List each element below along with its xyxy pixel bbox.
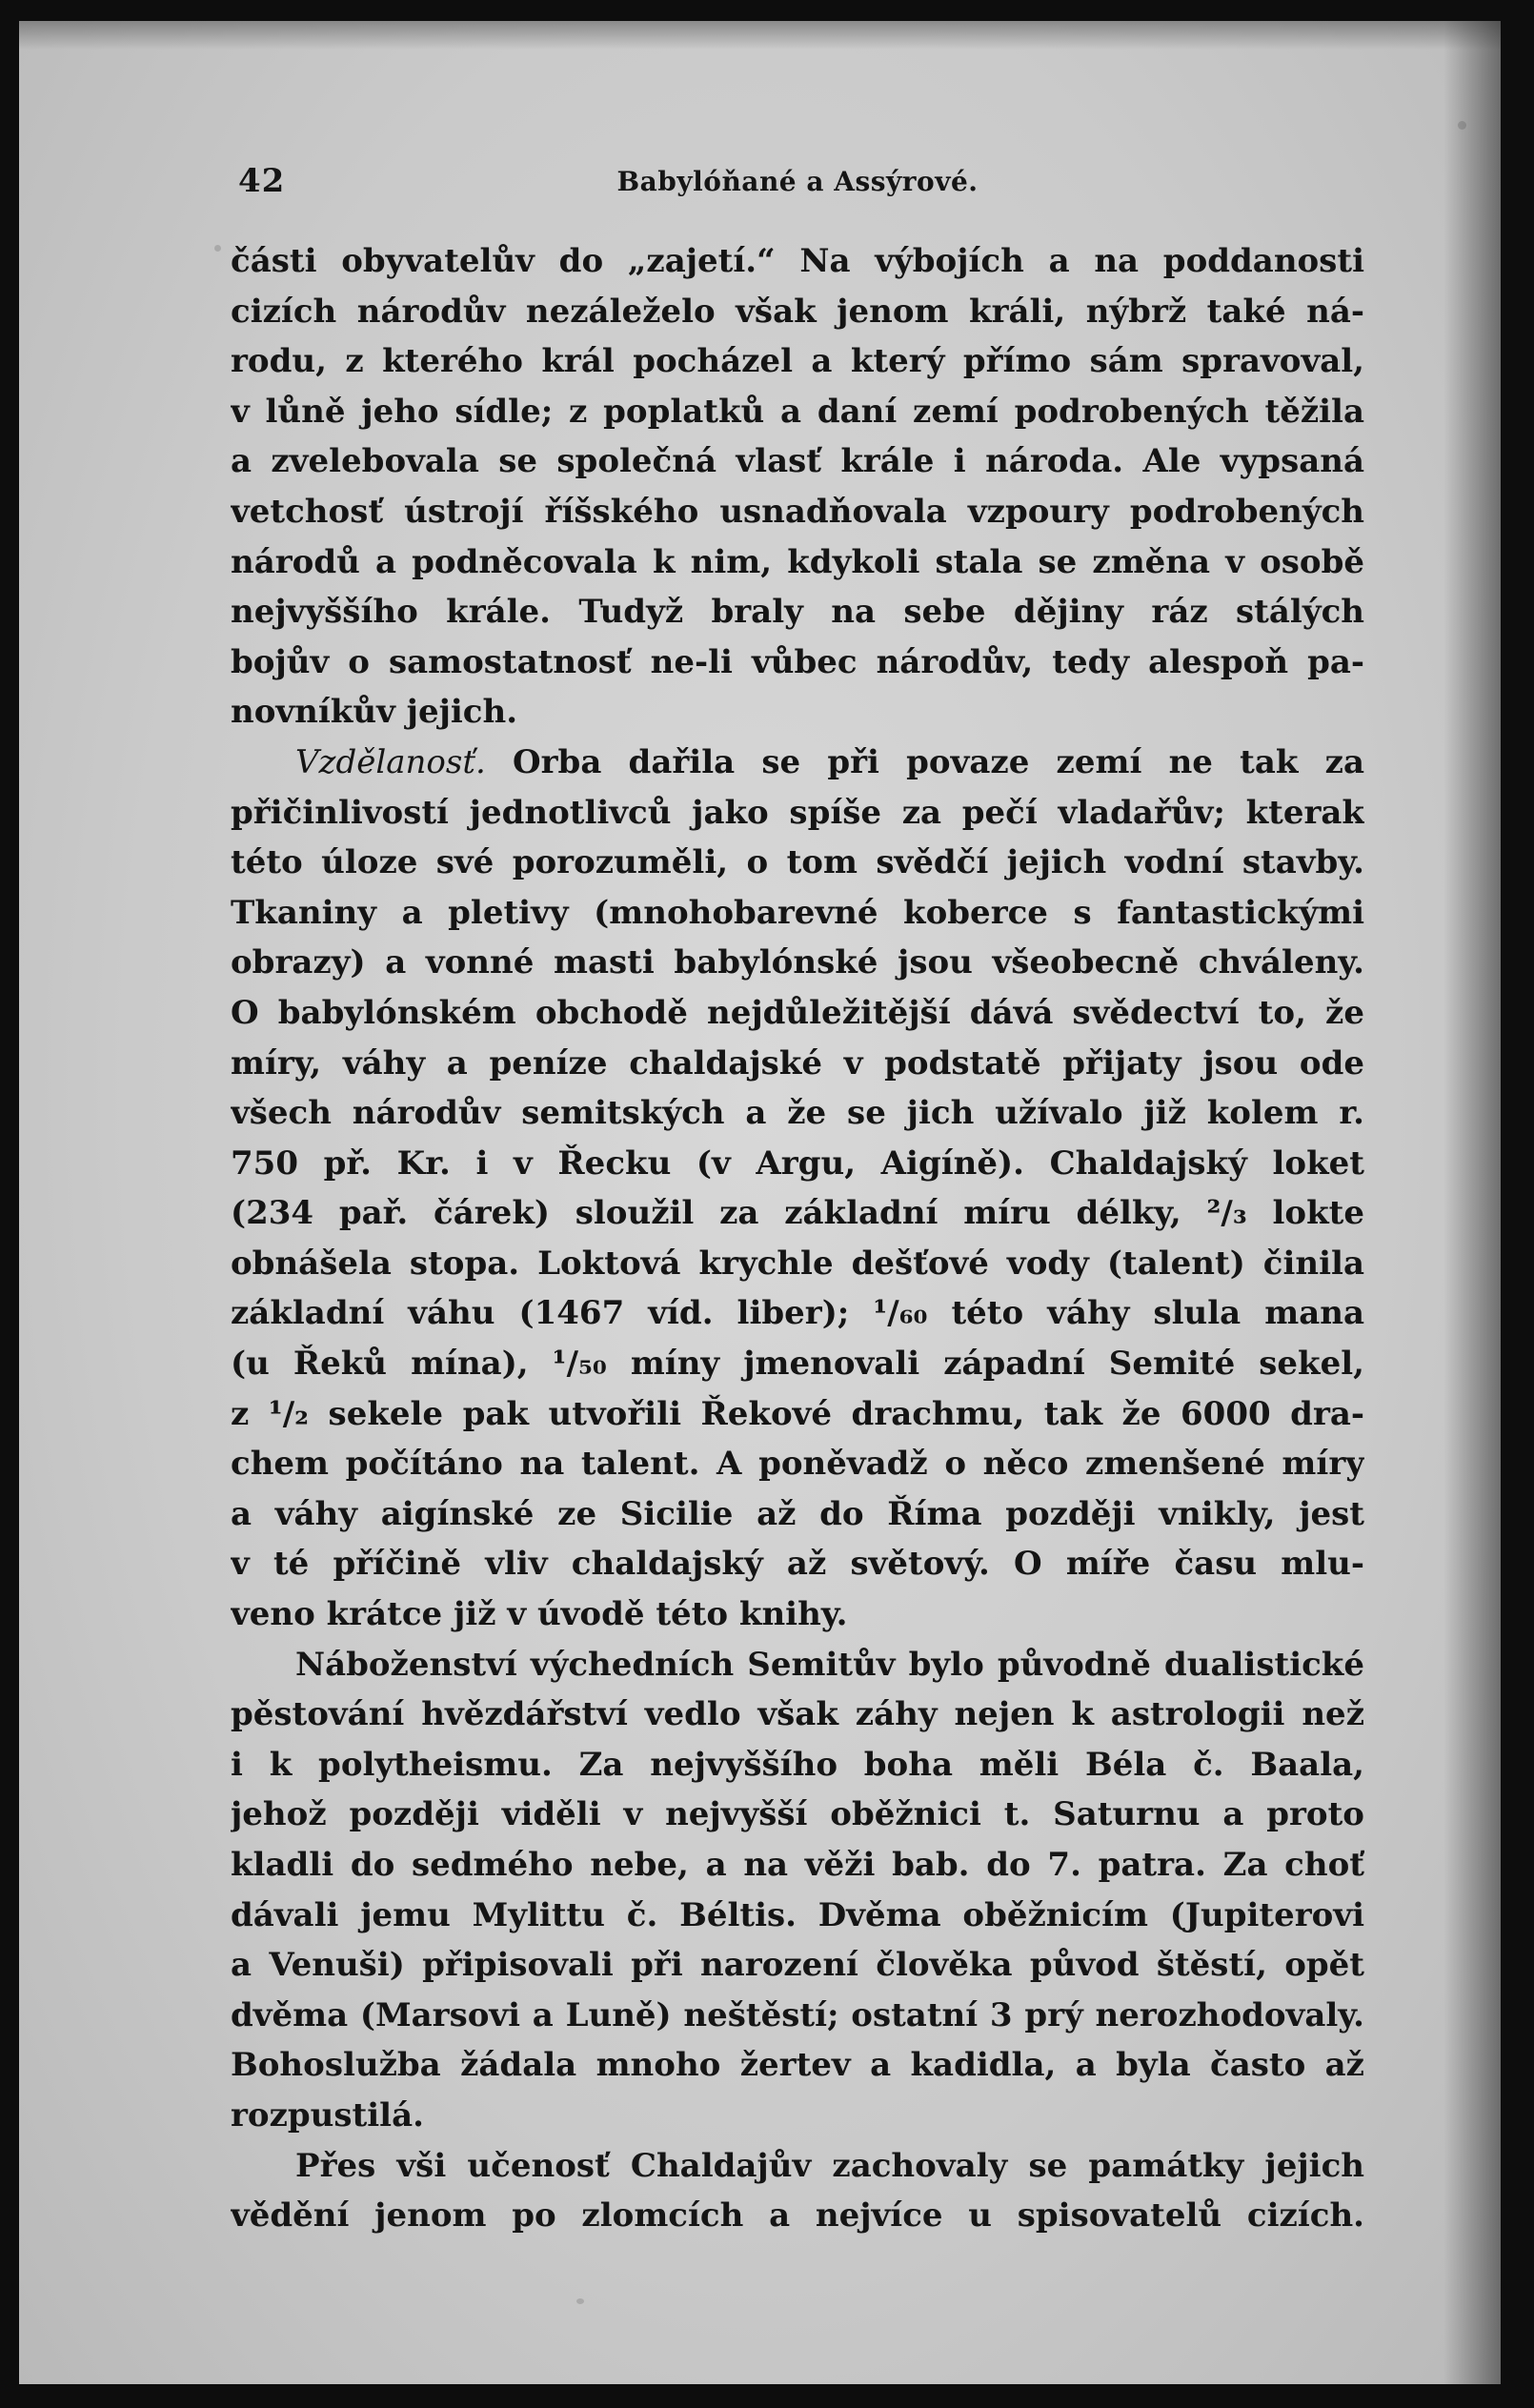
text-line: cizích národův nezáleželo však jenom králi, nýbrž také ná- (231, 292, 1364, 331)
page-text (231, 162, 1364, 2241)
section-heading-vzdelanost: Vzdělanosť. (295, 742, 486, 781)
page-number: 42 (238, 162, 286, 200)
text-line: (234 pař. čárek) sloužil za základní míru délky, ²/₃ lokte (231, 1194, 1364, 1233)
ink-speck (1458, 121, 1466, 130)
text-line: rodu, z kterého král pocházel a který přímo sám spravoval, (231, 342, 1364, 381)
text-line: pěstování hvězdářství vedlo však záhy nejen k astrologii než (231, 1695, 1364, 1734)
text-line: obrazy) a vonné masti babylónské jsou všeobecně chváleny. (231, 943, 1364, 982)
paragraph-4 (231, 2141, 1364, 2241)
text-line: Náboženství výchedních Semitův bylo původně dualistické (295, 1645, 1364, 1684)
text-line: a zvelebovala se společná vlasť krále i národa. Ale vypsaná (231, 442, 1364, 481)
ink-speck (576, 2298, 584, 2304)
text-line: vetchosť ústrojí říšského usnadňovala vzpoury podrobených (231, 492, 1364, 531)
text-line: všech národův semitských a že se jich užívalo již kolem r. (231, 1094, 1364, 1133)
text-line: i k polytheismu. Za nejvyššího boha měli Béla č. Baala, (231, 1745, 1364, 1784)
text-line: dvěma (Marsovi a Luně) neštěstí; ostatní 3 prý nerozhodovaly. (231, 1995, 1364, 2034)
text-line: rozpustilá. (231, 2095, 424, 2135)
text-line: z ¹/₂ sekele pak utvořili Řekové drachmu, tak že 6000 dra- (231, 1394, 1364, 1433)
text-line: bojův o samostatnosť ne-li vůbec národův, tedy alespoň pa- (231, 642, 1364, 681)
text-line: 750 př. Kr. i v Řecku (v Argu, Aigíně). Chaldajský loket (231, 1143, 1364, 1183)
text-line: Bohoslužba žádala mnoho žertev a kadidla, a byla často až (231, 2046, 1364, 2085)
text-line: míry, váhy a peníze chaldajské v podstatě přijaty jsou ode (231, 1043, 1364, 1083)
page-header (231, 162, 1364, 208)
text-line: vědění jenom po zlomcích a nejvíce u spisovatelů cizích. (231, 2196, 1364, 2236)
text-line: v té příčině vliv chaldajský až světový. O míře času mlu- (231, 1545, 1364, 1584)
text-line: kladli do sedmého nebe, a na věži bab. do 7. patra. Za choť (231, 1846, 1364, 1884)
text-line: jehož později viděli v nejvyšší oběžnici t. Saturnu a proto (231, 1795, 1364, 1834)
running-title: Babylóňané a Assýrové. (616, 166, 979, 197)
text-line: veno krátce již v úvodě této knihy. (231, 1595, 848, 1634)
text-line: základní váhu (1467 víd. liber); ¹/₆₀ této váhy slula mana (231, 1294, 1364, 1333)
ink-speck (214, 245, 221, 252)
text-line: a Venuši) připisovali při narození člověka původ štěstí, opět (231, 1946, 1364, 1985)
text-line: dávali jemu Mylittu č. Béltis. Dvěma oběžnicím (Jupiterovi (231, 1895, 1364, 1934)
text-line: přičinlivostí jednotlivců jako spíše za pečí vladařův; kterak (231, 793, 1364, 832)
text-line: novníkův jejich. (231, 693, 518, 732)
text-line: obnášela stopa. Loktová krychle dešťové vody (talent) činila (231, 1244, 1364, 1283)
page-gutter-shadow (1443, 21, 1501, 2384)
text-line: nejvyššího krále. Tudyž braly na sebe dějiny ráz stálých (231, 593, 1364, 632)
paragraph-3 (231, 1640, 1364, 2141)
paragraph-2 (231, 738, 1364, 1640)
text-line: této úloze své porozuměli, o tom svědčí jejich vodní stavby. (231, 843, 1364, 882)
text-line: O babylónském obchodě nejdůležitější dává svědectví to, že (231, 993, 1364, 1032)
paragraph-1 (231, 236, 1364, 738)
text-line: části obyvatelův do „zajetí.“ Na výbojích a na poddanosti (231, 242, 1364, 280)
text-line: (u Řeků mína), ¹/₅₀ míny jmenovali západní Semité sekel, (231, 1345, 1364, 1384)
text-line (231, 738, 1364, 788)
text-line: Tkaniny a pletivy (mnohobarevné koberce s fantastickými (231, 893, 1364, 932)
book-page (19, 21, 1501, 2384)
text-line: Přes vši učenosť Chaldajův zachovaly se památky jejich (295, 2146, 1364, 2185)
text-line: chem počítáno na talent. A poněvadž o něco zmenšené míry (231, 1445, 1364, 1484)
text-line: v lůně jeho sídle; z poplatků a daní zemí podrobených těžila (231, 392, 1364, 431)
text-line-body: Orba dařila se při povaze zemí ne tak za (513, 742, 1364, 781)
text-line: národů a podněcovala k nim, kdykoli stala se změna v osobě (231, 542, 1364, 581)
text-line: a váhy aigínské ze Sicilie až do Říma později vnikly, jest (231, 1494, 1364, 1533)
page-top-shadow (19, 21, 1501, 50)
